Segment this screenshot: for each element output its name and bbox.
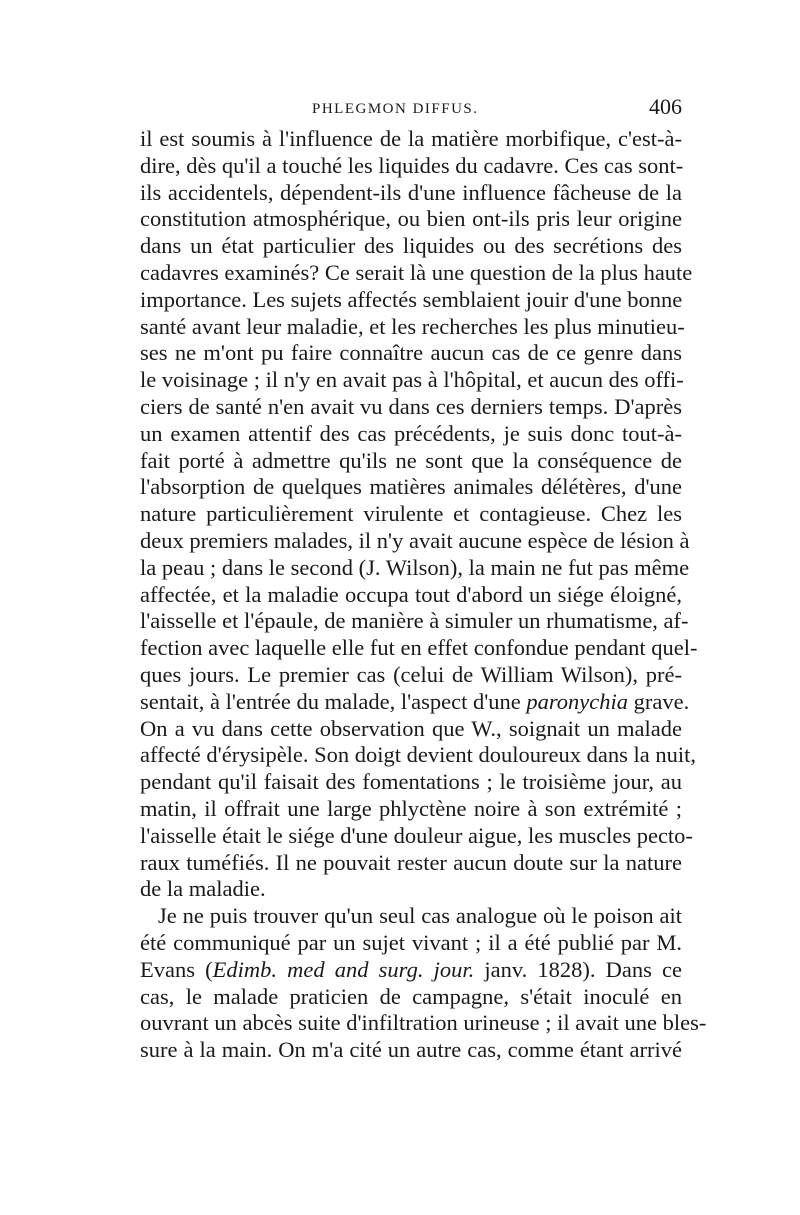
body-text [140,126,707,1064]
text-line: nature particulièrement virulente et contagieuse. Chez les [140,501,682,527]
text-line: fait porté à admettre qu'ils ne sont que la conséquence de [140,447,682,473]
italic-citation: Edimb. med and surg. jour. [212,956,475,982]
text-line: deux premiers malades, il n'y avait aucune espèce de lésion à [140,527,690,553]
text-line: fection avec laquelle elle fut en effet confondue pendant quel- [140,635,698,661]
text-line: importance. Les sujets affectés semblaient jouir d'une bonne [140,286,683,312]
text-line: On a vu dans cette observation que W., soignait un malade [140,715,682,741]
text-segment: grave. [628,688,690,714]
text-line: la peau ; dans le second (J. Wilson), la main ne fut pas même [140,554,690,580]
page-number: 406 [649,94,682,119]
page-header [140,94,682,129]
text-line: l'aisselle était le siége d'une douleur aigue, les muscles pecto- [140,822,693,848]
text-line: ciers de santé n'en avait vu dans ces derniers temps. D'après [140,393,682,419]
text-line: constitution atmosphérique, ou bien ont-ils pris leur origine [140,206,682,232]
text-line: affecté d'érysipèle. Son doigt devient douloureux dans la nuit, [140,742,696,768]
paragraph-1 [140,126,698,903]
text-segment: janv. 1828). Dans ce [474,956,683,982]
text-line: été communiqué par un sujet vivant ; il a été publié par M. [140,929,682,955]
text-line: de la maladie. [140,876,266,902]
text-line: dire, dès qu'il a touché les liquides du cadavre. Ces cas sont- [140,152,684,178]
text-line: le voisinage ; il n'y en avait pas à l'hôpital, et aucun des offi- [140,367,684,393]
text-line: matin, il offrait une large phlyctène noire à son extrémité ; [140,795,682,821]
text-line: l'aisselle et l'épaule, de manière à simuler un rhumatisme, af- [140,608,689,634]
text-line-paronychia [140,688,690,716]
text-line: cadavres examinés? Ce serait là une question de la plus haute [140,259,693,285]
text-line: ques jours. Le premier cas (celui de William Wilson), pré- [140,661,682,687]
text-line: ses ne m'ont pu faire connaître aucun cas de ce genre dans [140,340,682,366]
text-line-citation [140,957,682,984]
text-line: raux tuméfiés. Il ne pouvait rester aucun doute sur la nature [140,849,682,875]
text-line: affectée, et la maladie occupa tout d'abord un siége éloigné, [140,581,682,607]
text-segment: sentait, à l'entrée du malade, l'aspect d'une [140,688,527,714]
running-title: PHLEGMON DIFFUS. [312,101,479,117]
text-line: cas, le malade praticien de campagne, s'était inoculé en [140,983,682,1009]
text-line: l'absorption de quelques matières animales délétères, d'une [140,474,682,500]
paragraph-2 [140,903,707,1064]
text-line: il est soumis à l'influence de la matière morbifique, c'est-à- [140,126,682,151]
text-line: pendant qu'il faisait des fomentations ; le troisième jour, au [140,769,682,795]
text-line: dans un état particulier des liquides ou des secrétions des [140,233,682,259]
text-line: un examen attentif des cas précédents, je suis donc tout-à- [140,420,682,446]
italic-term: paronychia [526,688,629,714]
text-line: ils accidentels, dépendent-ils d'une influence fâcheuse de la [140,179,682,205]
text-line: ouvrant un abcès suite d'infiltration urineuse ; il avait une bles- [140,1010,707,1036]
text-line: Je ne puis trouver qu'un seul cas analogue où le poison ait [158,903,682,929]
text-line: santé avant leur maladie, et les recherches les plus minutieu- [140,313,685,339]
text-segment: Evans ( [140,956,213,982]
text-line: sure à la main. On m'a cité un autre cas, comme étant arrivé [140,1037,682,1063]
